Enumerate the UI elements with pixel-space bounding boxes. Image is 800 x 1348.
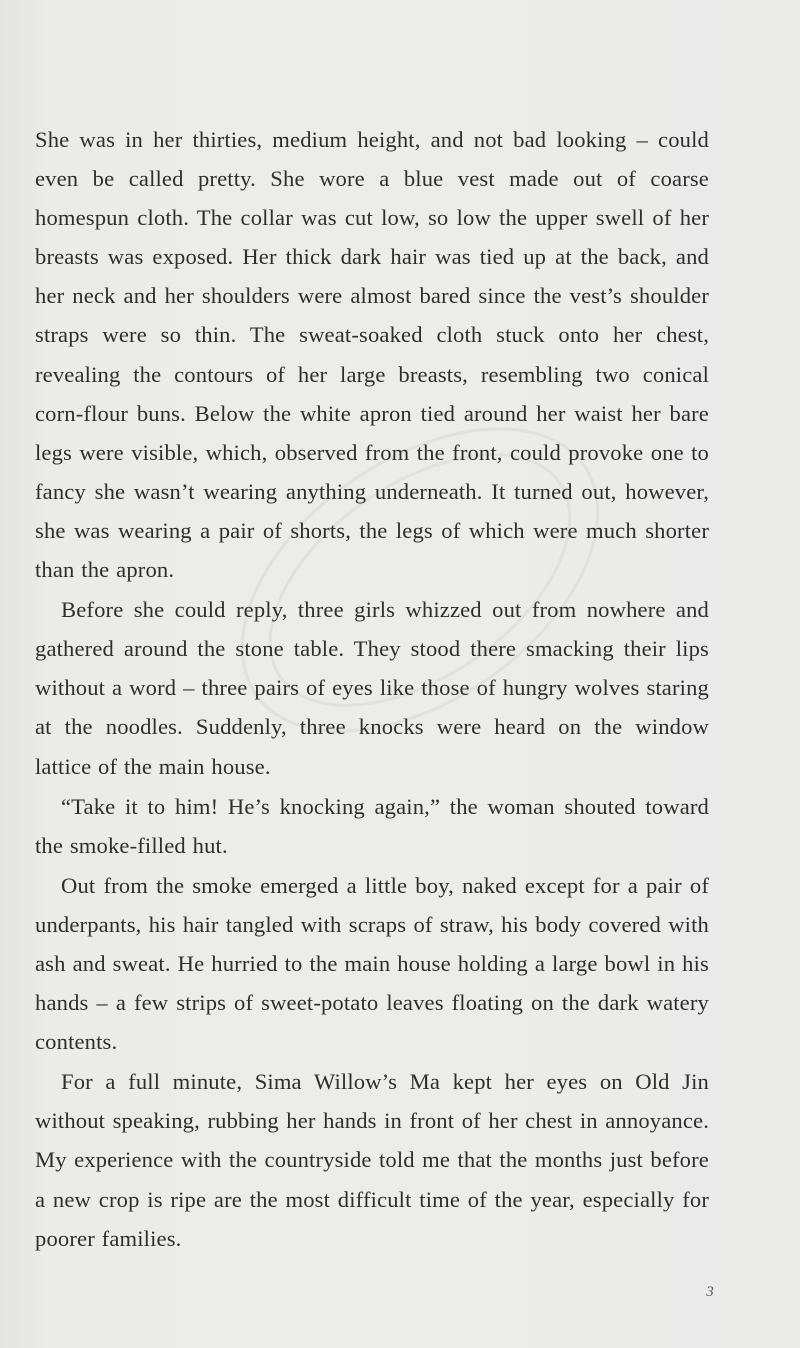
paragraph-2: Before she could reply, three girls whizzed out from nowhere and gathered around the stone table. They stood there smacking their lips without a word – three pairs of eyes like those of hungry wolves staring at the noodles. Suddenly, three knocks were heard on the window lattice of the main house. bbox=[35, 597, 709, 779]
paragraph-1: She was in her thirties, medium height, and not bad looking – could even be called pretty. She wore a blue vest made out of coarse homespun cloth. The collar was cut low, so low the upper swell of her breasts was exposed. Her thick dark hair was tied up at the back, and her neck and her shoulders were almost bared since the vest’s shoulder straps were so thin. The sweat-soaked cloth stuck onto her chest, revealing the contours of her large breasts, resembling two conical corn-flour buns. Below the white apron tied around her waist her bare legs were visible, which, observed from the front, could provoke one to fancy she wasn’t wearing anything underneath. It turned out, however, she was wearing a pair of shorts, the legs of which were much shorter than the apron. bbox=[35, 127, 709, 583]
page-number: 3 bbox=[706, 1284, 714, 1300]
paragraph-5: For a full minute, Sima Willow’s Ma kept her eyes on Old Jin without speaking, rubbing her hands in front of her chest in annoyance. My experience with the countryside told me that the months just before a new crop is ripe are the most difficult time of the year, especially for poorer families. bbox=[35, 1069, 709, 1251]
paragraph-4: Out from the smoke emerged a little boy, naked except for a pair of underpants, his hair tangled with scraps of straw, his body covered with ash and sweat. He hurried to the main house holding a large bowl in his hands – a few strips of sweet-potato leaves floating on the dark watery contents. bbox=[35, 872, 709, 1055]
paragraph-3: “Take it to him! He’s knocking again,” the woman shouted toward the smoke-filled hut. bbox=[35, 793, 709, 858]
body-text bbox=[35, 120, 709, 1258]
